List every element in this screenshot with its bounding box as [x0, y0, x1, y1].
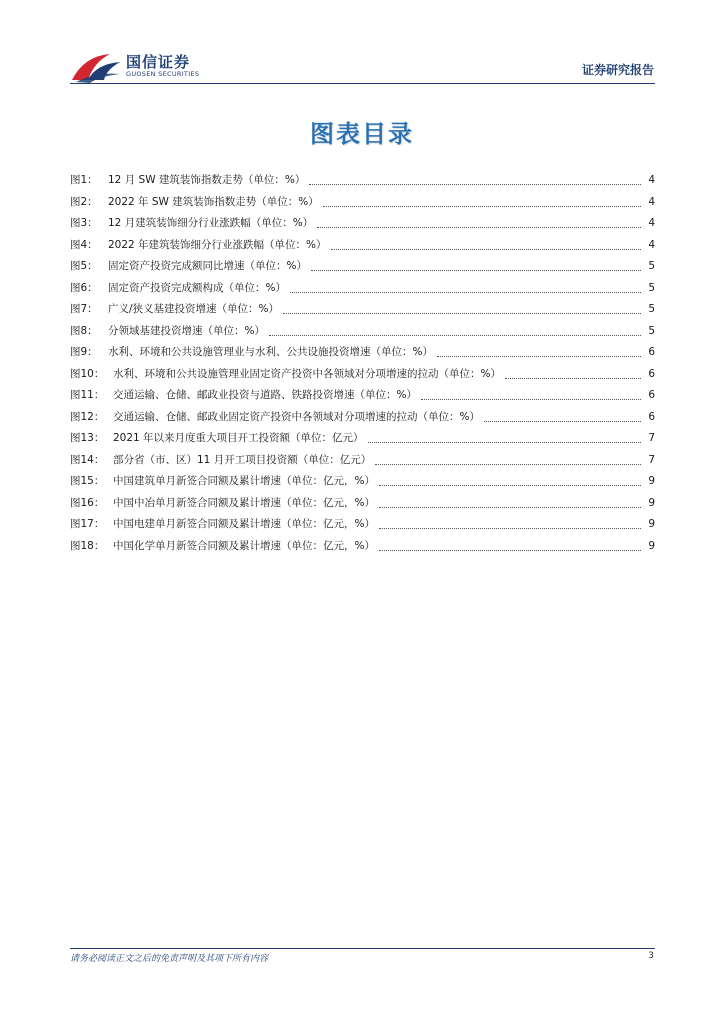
toc-entry-page[interactable]: 7 — [648, 432, 655, 444]
toc-entry-title[interactable]: 交通运输、仓储、邮政业投资与道路、铁路投资增速（单位：%） — [113, 389, 417, 401]
toc-entry[interactable] — [70, 450, 655, 472]
toc-entry-title[interactable]: 固定资产投资完成额同比增速（单位：%） — [108, 260, 307, 272]
toc-entry-page[interactable]: 5 — [648, 303, 655, 315]
toc-leader-dots — [323, 206, 641, 207]
toc-entry-title[interactable]: 中国电建单月新签合同额及累计增速（单位：亿元，%） — [113, 518, 375, 530]
report-type-label: 证券研究报告 — [581, 63, 654, 77]
toc-entry-page[interactable]: 9 — [648, 539, 655, 552]
toc-entry[interactable] — [70, 514, 655, 536]
toc-entry-page[interactable]: 5 — [648, 260, 655, 272]
toc-entry-number: 图18： — [70, 539, 105, 552]
toc-entry-number: 图16： — [70, 496, 105, 509]
toc-entry[interactable] — [70, 428, 655, 450]
toc-entry[interactable] — [70, 170, 655, 192]
toc-entry-page[interactable]: 4 — [648, 238, 655, 251]
toc-leader-dots — [505, 378, 641, 379]
toc-entry-title[interactable]: 部分省（市、区）11 月开工项目投资额（单位：亿元） — [113, 453, 372, 466]
toc-leader-dots — [317, 227, 641, 228]
toc-entry-title[interactable]: 2021 年以来月度重大项目开工投资额（单位：亿元） — [113, 432, 364, 444]
toc-entry-number: 图2： — [70, 195, 98, 208]
footer-page-number: 3 — [648, 951, 654, 961]
toc-entry-title[interactable]: 分领域基建投资增速（单位：%） — [108, 324, 265, 337]
footer-divider — [70, 948, 655, 949]
toc-entry-number: 图3： — [70, 217, 98, 229]
toc-entry-title[interactable]: 水利、环境和公共设施管理业固定资产投资中各领域对分项增速的拉动（单位：%） — [113, 367, 501, 380]
toc-entry-page[interactable]: 7 — [648, 453, 655, 466]
toc-entry-number: 图10： — [70, 367, 105, 380]
toc-entry[interactable] — [70, 192, 655, 214]
toc-entry-number: 图17： — [70, 518, 105, 530]
toc-entry-number: 图13： — [70, 432, 105, 444]
toc-leader-dots — [290, 292, 641, 293]
toc-entry-number: 图9： — [70, 346, 98, 358]
brand-name-cn: 国信证券 — [126, 53, 191, 71]
toc-entry-number: 图14： — [70, 453, 105, 466]
toc-entry-page[interactable]: 5 — [648, 281, 655, 294]
toc-entry[interactable] — [70, 299, 655, 321]
toc-entry[interactable] — [70, 471, 655, 493]
toc-leader-dots — [269, 335, 641, 336]
toc-entry-page[interactable]: 5 — [648, 324, 655, 337]
toc-entry[interactable] — [70, 407, 655, 429]
toc-entry-page[interactable]: 6 — [648, 389, 655, 401]
toc-entry-number: 图12： — [70, 410, 105, 423]
toc-entry-page[interactable]: 4 — [648, 195, 655, 208]
toc-leader-dots — [309, 184, 641, 185]
toc-entry[interactable] — [70, 536, 655, 558]
toc-entry-title[interactable]: 中国建筑单月新签合同额及累计增速（单位：亿元，%） — [113, 475, 375, 487]
toc-entry-title[interactable]: 中国中冶单月新签合同额及累计增速（单位：亿元，%） — [113, 496, 375, 509]
toc-entry-page[interactable]: 6 — [648, 346, 655, 358]
toc-entry-title[interactable]: 2022 年 SW 建筑装饰指数走势（单位：%） — [108, 195, 319, 208]
toc-entry[interactable] — [70, 256, 655, 278]
toc-leader-dots — [437, 356, 641, 357]
toc-leader-dots — [331, 249, 641, 250]
toc-entry-title[interactable]: 12 月建筑装饰细分行业涨跌幅（单位：%） — [108, 217, 314, 229]
brand-name-en: GUOSEN SECURITIES — [126, 70, 200, 78]
toc-entry-title[interactable]: 广义/狭义基建投资增速（单位：%） — [108, 303, 280, 315]
toc-entry-number: 图11： — [70, 389, 105, 401]
footer-disclaimer: 请务必阅读正文之后的免责声明及其项下所有内容 — [70, 954, 269, 964]
toc-leader-dots — [379, 550, 641, 551]
toc-entry-number: 图7： — [70, 303, 98, 315]
toc-entry-title[interactable]: 12 月 SW 建筑装饰指数走势（单位：%） — [108, 174, 306, 186]
toc-entry-title[interactable]: 固定资产投资完成额构成（单位：%） — [108, 281, 286, 294]
toc-entry-page[interactable]: 4 — [648, 174, 655, 186]
header-divider — [70, 83, 655, 84]
page-title: 图表目录 — [310, 120, 414, 148]
toc-entry-title[interactable]: 中国化学单月新签合同额及累计增速（单位：亿元，%） — [113, 539, 375, 552]
toc-entry[interactable] — [70, 493, 655, 515]
toc-entry-title[interactable]: 2022 年建筑装饰细分行业涨跌幅（单位：%） — [108, 238, 327, 251]
toc-entry-page[interactable]: 6 — [648, 410, 655, 423]
toc-entry-title[interactable]: 水利、环境和公共设施管理业与水利、公共设施投资增速（单位：%） — [108, 346, 433, 358]
toc-leader-dots — [283, 313, 641, 314]
toc-entry-number: 图1： — [70, 174, 98, 186]
toc-entry-number: 图15： — [70, 475, 105, 487]
toc-entry[interactable] — [70, 342, 655, 364]
page-header — [0, 0, 724, 90]
toc-leader-dots — [421, 399, 641, 400]
toc-entry[interactable] — [70, 278, 655, 300]
toc-entry-page[interactable]: 9 — [648, 496, 655, 509]
toc-leader-dots — [484, 421, 641, 422]
toc-leader-dots — [379, 507, 641, 508]
toc-leader-dots — [379, 528, 641, 529]
toc-leader-dots — [375, 464, 641, 465]
toc-leader-dots — [379, 485, 641, 486]
toc-entry-number: 图5： — [70, 260, 98, 272]
table-of-figures — [70, 170, 655, 557]
toc-entry-number: 图4： — [70, 238, 98, 251]
toc-entry[interactable] — [70, 213, 655, 235]
toc-entry[interactable] — [70, 235, 655, 257]
toc-entry[interactable] — [70, 385, 655, 407]
guosen-logo-icon — [70, 50, 122, 84]
toc-entry[interactable] — [70, 364, 655, 386]
toc-entry-number: 图8： — [70, 324, 98, 337]
toc-entry[interactable] — [70, 321, 655, 343]
toc-entry-page[interactable]: 9 — [648, 518, 655, 530]
toc-entry-page[interactable]: 4 — [648, 217, 655, 229]
toc-entry-number: 图6： — [70, 281, 98, 294]
toc-leader-dots — [311, 270, 641, 271]
toc-entry-page[interactable]: 9 — [648, 475, 655, 487]
toc-entry-page[interactable]: 6 — [648, 367, 655, 380]
toc-entry-title[interactable]: 交通运输、仓储、邮政业固定资产投资中各领域对分项增速的拉动（单位：%） — [113, 410, 480, 423]
toc-leader-dots — [368, 442, 641, 443]
